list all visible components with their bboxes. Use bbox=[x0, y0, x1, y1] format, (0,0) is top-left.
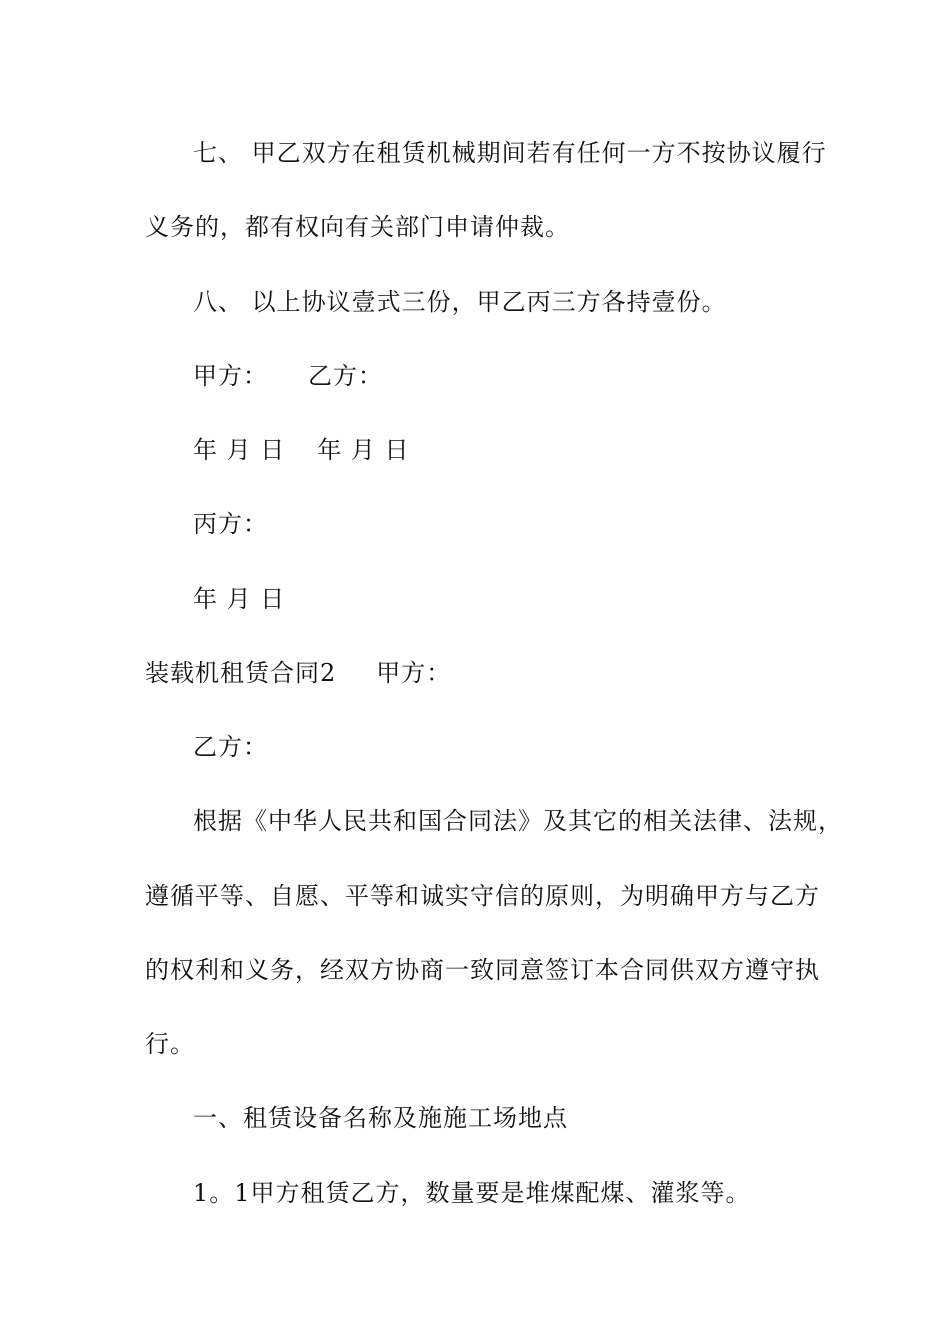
party-b-label: 乙方： bbox=[308, 362, 383, 390]
section-7-line-2: 义务的，都有权向有关部门申请仲裁。 bbox=[145, 213, 570, 241]
section-8-text: 八、 以上协议壹式三份，甲乙丙三方各持壹份。 bbox=[193, 288, 727, 316]
date-row-ab bbox=[193, 435, 410, 465]
intro-line-4: 行。 bbox=[145, 1030, 195, 1058]
contract-2-title: 装载机租赁合同2 bbox=[145, 659, 337, 687]
intro-line-3: 的权利和义务，经双方协商一致同意签订本合同供双方遵守执 bbox=[145, 956, 820, 984]
date-party-c: 年 月 日 bbox=[193, 585, 286, 613]
intro-line-1: 根据《中华人民共和国合同法》及其它的相关法律、法规， bbox=[193, 807, 843, 835]
signature-row-ab bbox=[193, 361, 383, 391]
section-1-heading: 一、租赁设备名称及施施工场地点 bbox=[193, 1104, 568, 1132]
contract-2-party-b-label: 乙方： bbox=[193, 733, 268, 761]
intro-line-2: 遵循平等、自愿、平等和诚实守信的原则，为明确甲方与乙方 bbox=[145, 882, 820, 910]
date-party-b: 年 月 日 bbox=[317, 436, 410, 464]
clause-1-1: 1。1甲方租赁乙方，数量要是堆煤配煤、灌浆等。 bbox=[193, 1179, 751, 1207]
party-a-label: 甲方： bbox=[193, 362, 268, 390]
contract-2-title-row bbox=[145, 658, 451, 688]
date-party-a: 年 月 日 bbox=[193, 436, 286, 464]
contract-2-party-a-label: 甲方： bbox=[376, 659, 452, 687]
section-7-line-1: 七、 甲乙双方在租赁机械期间若有任何一方不按协议履行 bbox=[193, 139, 827, 167]
party-c-label: 丙方： bbox=[193, 510, 268, 538]
